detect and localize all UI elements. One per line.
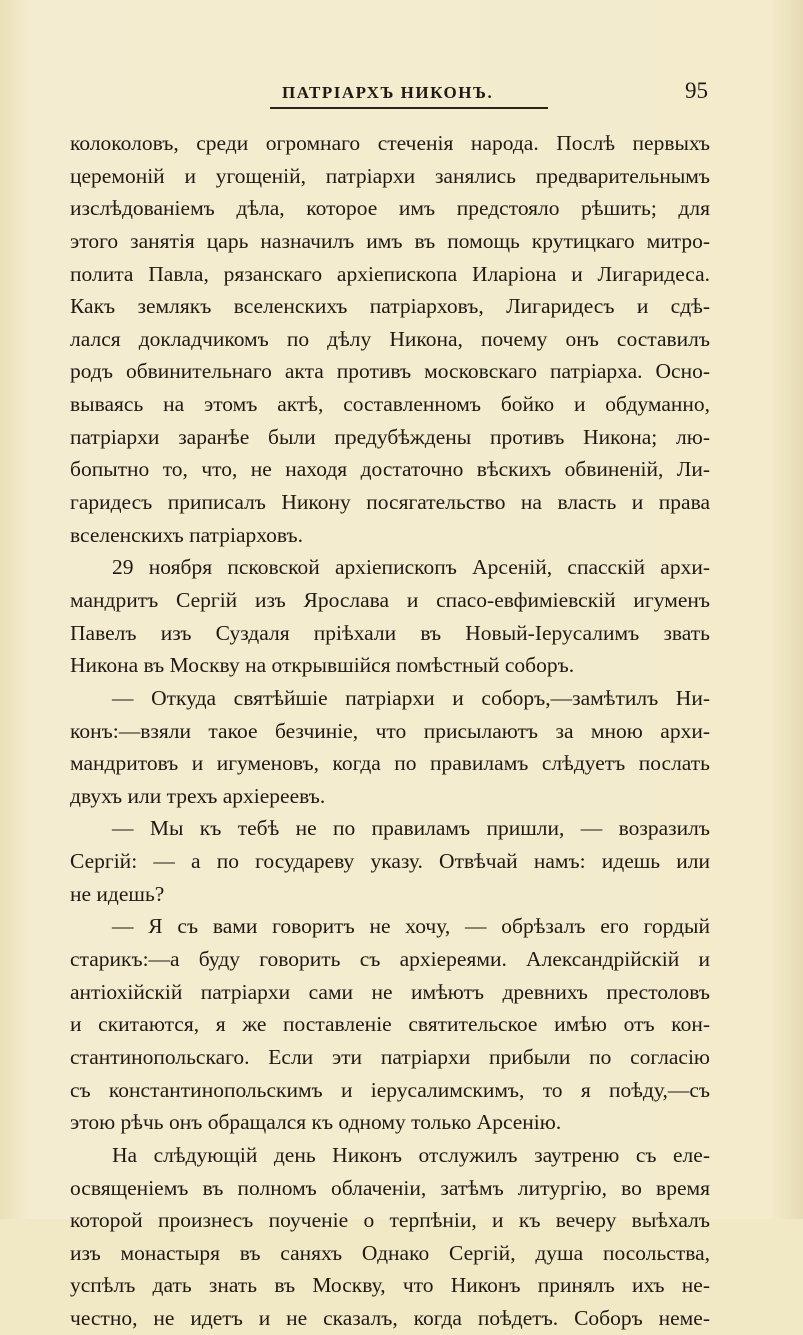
text-line: вываясь на этомъ актѣ, составленномъ бойко и обдуманно, [70,392,710,417]
text-line: колоколовъ, среди огромнаго стеченія народа. Послѣ первыхъ [70,131,710,155]
text-line: честно, не идетъ и не сказалъ, когда поѣдетъ. Соборъ неме- [70,1306,710,1331]
text-line: Какъ землякъ вселенскихъ патріарховъ, Лигаридесъ и сдѣ- [70,294,710,319]
text-line: этою рѣчь онъ обращался къ одному только Арсенію. [70,1110,562,1135]
text-line: — Я съ вами говоритъ не хочу, — обрѣзалъ его гордый [112,914,710,939]
header-rule [270,107,548,109]
text-line: которой произнесъ поученіе о терпѣніи, и къ вечеру выѣхалъ [70,1208,710,1233]
text-line: 29 ноября псковской архіепископъ Арсеній, спасскій архи- [112,555,710,580]
text-line: Сергій: — а по государеву указу. Отвѣчай намъ: идешь или [70,849,710,874]
page-number: 95 [685,78,708,103]
text-line: освященіемъ въ полномъ облаченіи, затѣмъ литургію, во время [70,1175,710,1200]
text-line: лался докладчикомъ по дѣлу Никона, почему онъ составилъ [70,326,710,351]
running-head [270,78,710,108]
text-line: На слѣдующій день Никонъ отслужилъ заутреню съ еле- [112,1142,710,1167]
text-line: мандритовъ и игуменовъ, когда по правиламъ слѣдуетъ послать [70,751,710,776]
text-line: — Откуда святѣйшіе патріархи и соборъ,—замѣтилъ Ни- [112,685,710,710]
text-line: успѣлъ дать знать въ Москву, что Никонъ принялъ ихъ не- [70,1273,710,1298]
text-line: старикъ:—а буду говорить съ архіереями. Александрійскій и [70,947,710,972]
running-title: ПАТРІАРХЪ НИКОНЪ. [282,83,494,102]
text-line: гаридесъ приписалъ Никону посягательство на власть и права [70,490,710,515]
text-line: — Мы къ тебѣ не по правиламъ пришли, — возразилъ [112,816,710,841]
text-line: полита Павла, рязанскаго архіепископа Иларіона и Лигаридеса. [70,261,710,286]
text-line: церемоній и угощеній, патріархи занялись предварительнымъ [70,163,710,188]
text-line: изслѣдованіемъ дѣла, которое имъ предстояло рѣшить; для [70,196,710,221]
text-line: двухъ или трехъ архіереевъ. [70,783,326,808]
text-line: этого занятія царь назначилъ имъ въ помощь крутицкаго митро- [70,228,710,253]
text-line: и скитаются, я же поставленіе святительское имѣю отъ кон- [70,1012,710,1037]
text-line: патріархи заранѣе были предубѣждены противъ Никона; лю- [70,424,710,449]
text-line: стантинопольскаго. Если эти патріархи прибыли по согласію [70,1044,710,1069]
text-line: съ константинопольскимъ и іерусалимскимъ, то я поѣду,—съ [70,1077,710,1102]
text-line: конъ:—взяли такое безчиніе, что присылаютъ за мною архи- [70,718,710,743]
text-line: не идешь? [70,881,165,906]
text-line: антіохійскій патріархи сами не имѣютъ древнихъ престоловъ [70,979,710,1004]
body-text [70,127,710,1335]
text-line: изъ монастыря въ саняхъ Однако Сергій, душа посольства, [70,1240,710,1265]
text-line: мандритъ Сергій изъ Ярослава и спасо-евфиміевскій игуменъ [70,587,710,612]
text-line: бопытно то, что, не находя достаточно вѣскихъ обвиненій, Ли- [70,457,710,482]
text-line: родъ обвинительнаго акта противъ московскаго патріарха. Осно- [70,359,710,384]
text-line: вселенскихъ патріарховъ. [70,522,304,547]
text-line: Павелъ изъ Суздаля пріѣхали въ Новый-Іерусалимъ звать [70,620,710,645]
text-line: Никона въ Москву на открывшійся помѣстный соборъ. [70,653,575,678]
